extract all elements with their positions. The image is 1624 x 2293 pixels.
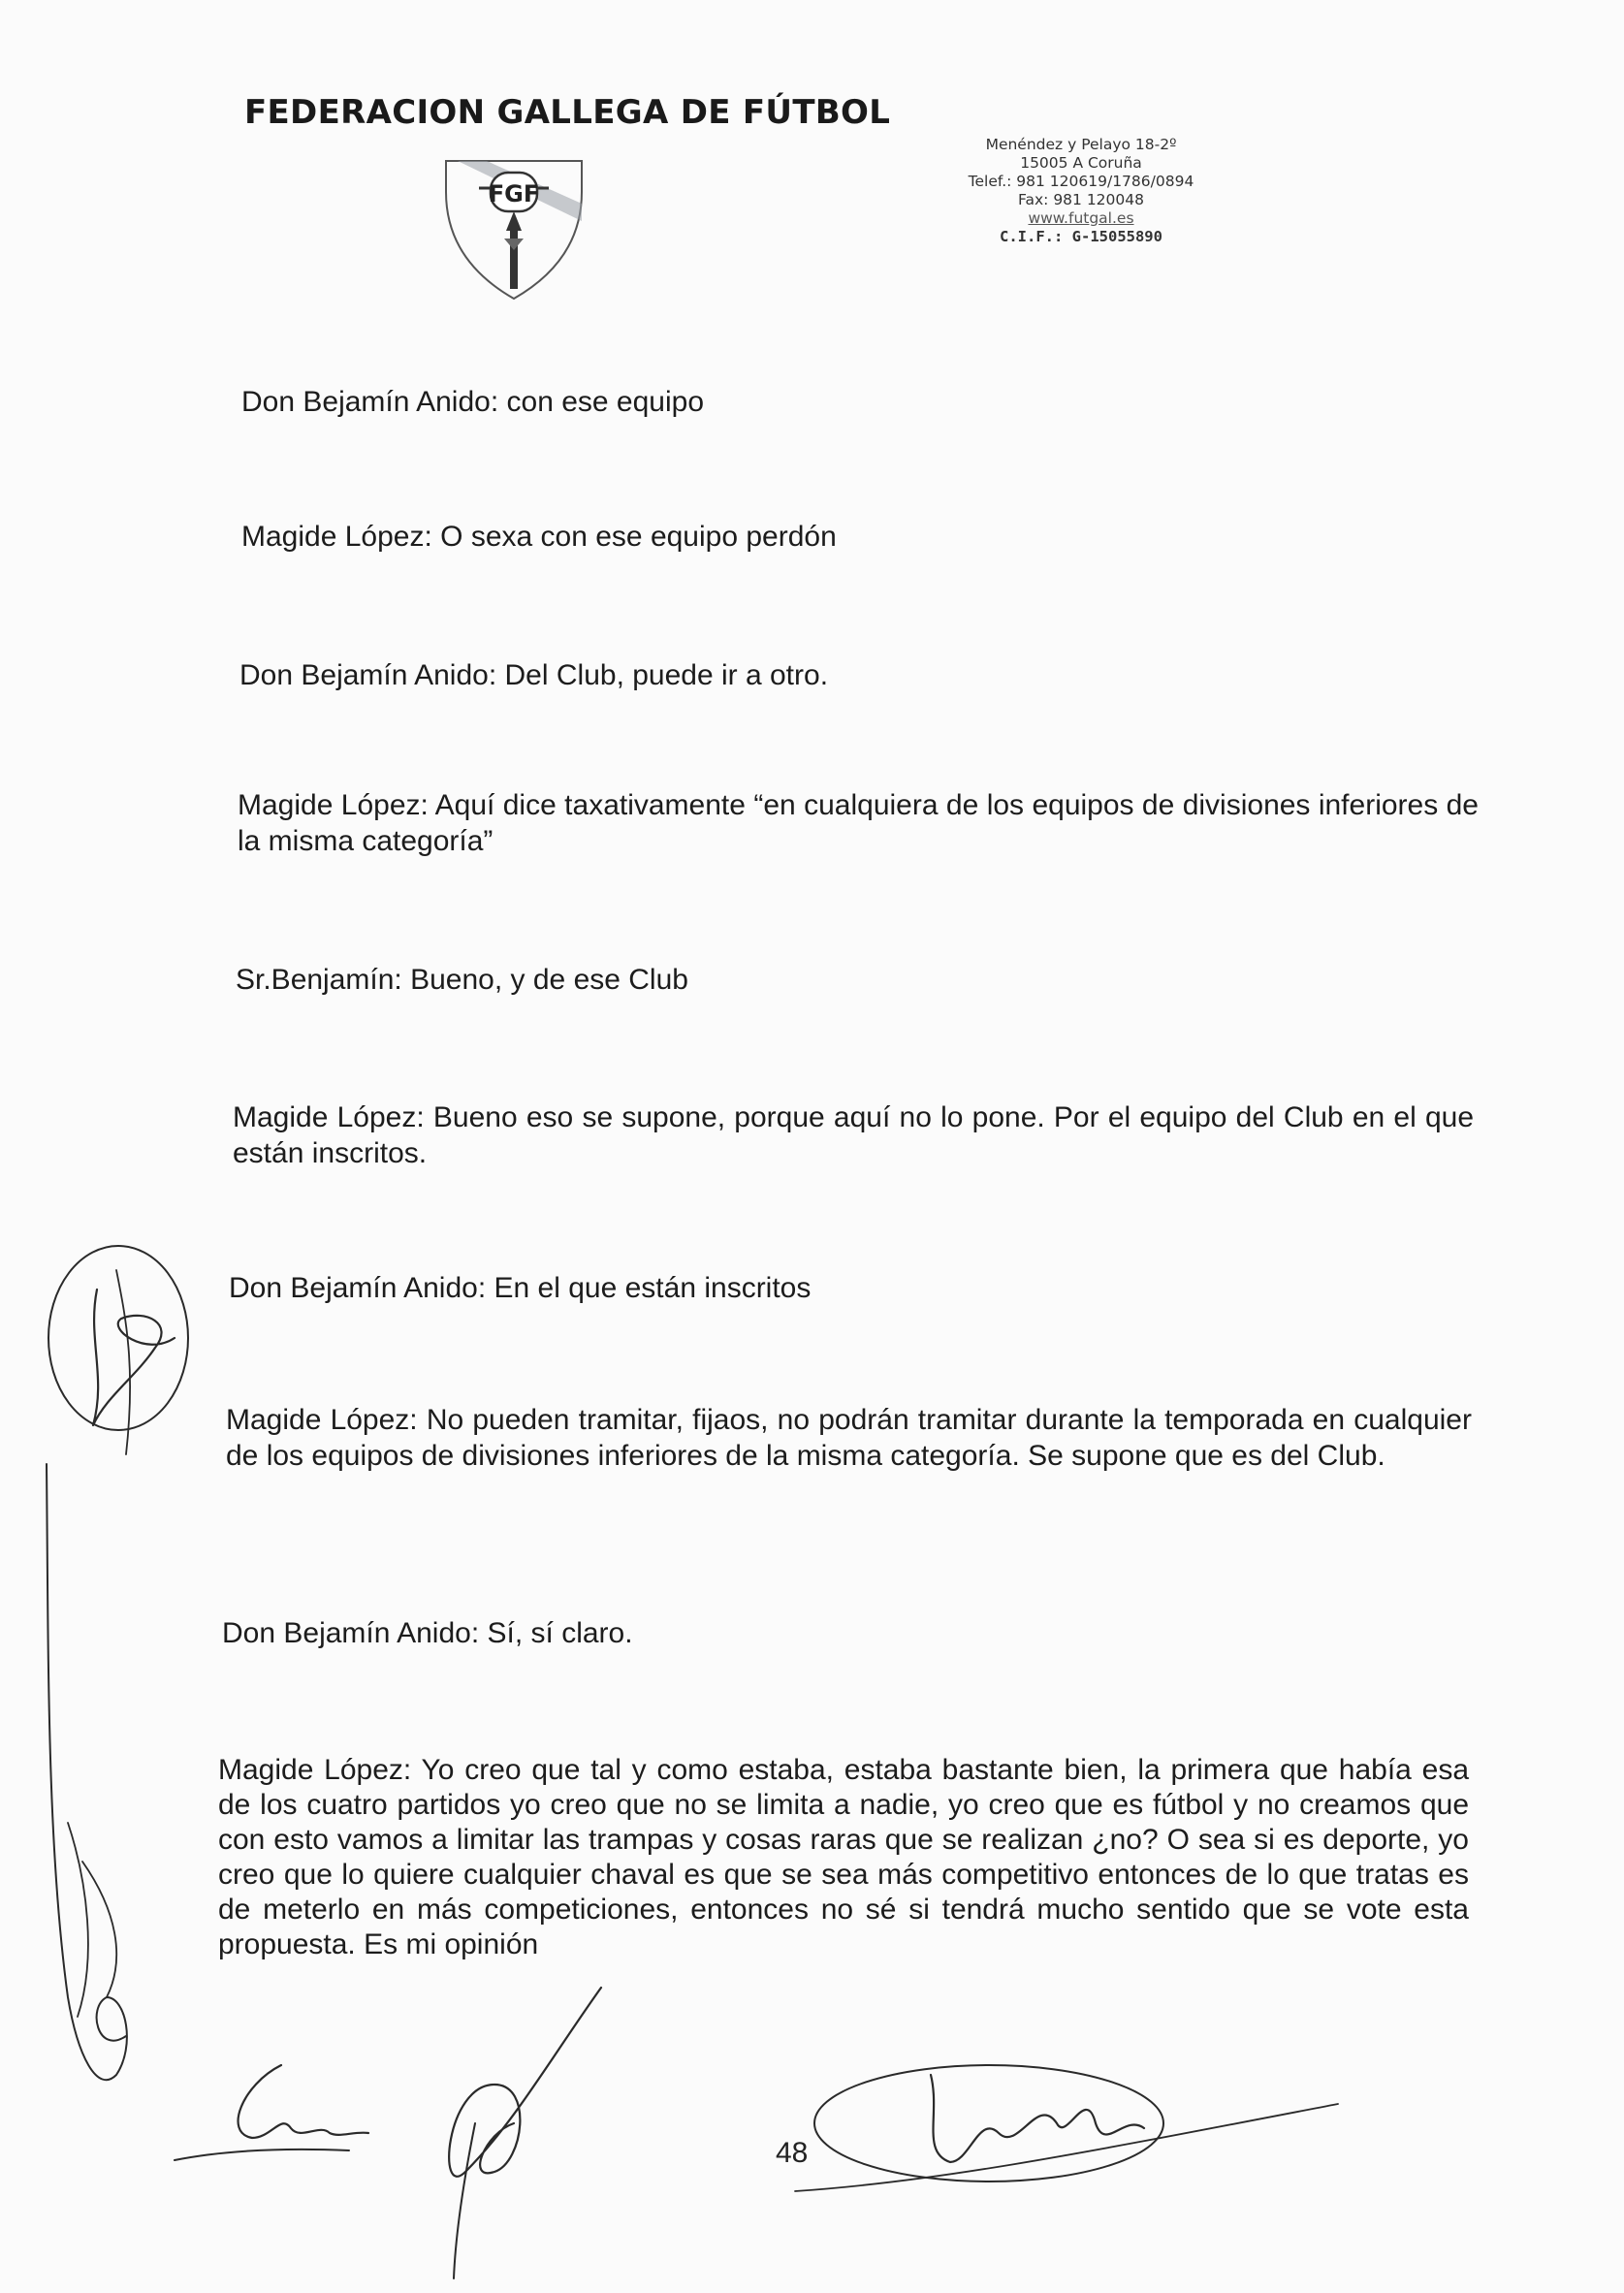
speech-text: Sí, sí claro. xyxy=(487,1617,633,1649)
dialogue-entry xyxy=(222,1615,998,1651)
signature-bottom-left xyxy=(165,2046,378,2172)
website-link[interactable]: www.futgal.es xyxy=(1028,209,1134,227)
dialogue-entry xyxy=(233,1099,1474,1171)
speech-text: con ese equipo xyxy=(506,386,705,418)
speech-text: Bueno, y de ese Club xyxy=(410,964,688,996)
speech-text: Yo creo que tal y como estaba, estaba bastante bien, la primera que había esa de los cuatro partidos yo creo que no se limita a nadie, yo creo que es fútbol y no creamos que con esto vamos a limitar las trampas y cosas raras que se realizan ¿no? O sea si es deporte, yo creo que lo quiere cualquier chaval es que se sea más competitivo entonces de lo que tratas es de meterlo en más competiciones, entonces no sé si tendrá mucho sentido que se vote esta propuesta. Es mi opinión xyxy=(218,1754,1469,1960)
signature-margin-top xyxy=(29,1231,204,1474)
dialogue-entry xyxy=(241,384,1017,420)
speech-text: O sexa con ese equipo perdón xyxy=(440,521,837,553)
speaker-name: Magide López: xyxy=(241,521,432,553)
speaker-name: Sr.Benjamín: xyxy=(236,964,402,996)
speech-text: Aquí dice taxativamente “en cualquiera de los equipos de divisiones inferiores de la misma categoría” xyxy=(238,789,1479,857)
speaker-name: Don Bejamín Anido: xyxy=(241,386,499,418)
dialogue-entry xyxy=(229,1270,1004,1306)
speech-text: No pueden tramitar, fijaos, no podrán tramitar durante la temporada en cualquier de los equipos de divisiones inferiores de la misma categoría. Se supone que es del Club. xyxy=(226,1404,1472,1472)
federation-logo xyxy=(436,153,591,308)
signature-margin-long xyxy=(39,1454,165,2114)
fax-line: Fax: 981 120048 xyxy=(1018,191,1144,208)
address-line: Menéndez y Pelayo 18-2º xyxy=(985,136,1177,153)
dialogue-entry xyxy=(226,1402,1472,1474)
speaker-name: Don Bejamín Anido: xyxy=(229,1272,487,1304)
signature-bottom-center xyxy=(407,1978,630,2288)
speaker-name: Magide López: xyxy=(233,1101,425,1133)
dialogue-entry xyxy=(236,962,1011,998)
postal-line: 15005 A Coruña xyxy=(1020,154,1142,172)
page-number: 48 xyxy=(776,2137,809,2169)
dialogue-entry xyxy=(238,787,1479,859)
speech-text: En el que están inscritos xyxy=(494,1272,812,1304)
organization-name: FEDERACION GALLEGA DE FÚTBOL xyxy=(244,93,891,132)
speaker-name: Don Bejamín Anido: xyxy=(222,1617,480,1649)
speaker-name: Magide López: xyxy=(226,1404,418,1436)
cif-line: C.I.F.: G-15055890 xyxy=(1000,228,1162,245)
speaker-name: Don Bejamín Anido: xyxy=(239,659,497,691)
logo-text: FGF xyxy=(488,180,540,207)
dialogue-entry xyxy=(218,1753,1469,1962)
speech-text: Bueno eso se supone, porque aquí no lo pone. Por el equipo del Club en el que están inscritos. xyxy=(233,1101,1475,1169)
dialogue-entry xyxy=(241,519,1017,555)
contact-block xyxy=(921,136,1241,246)
speech-text: Del Club, puede ir a otro. xyxy=(504,659,829,691)
speaker-name: Magide López: xyxy=(218,1754,412,1786)
signature-bottom-right xyxy=(795,2036,1338,2230)
phone-line: Telef.: 981 120619/1786/0894 xyxy=(968,173,1194,190)
speaker-name: Magide López: xyxy=(238,789,429,821)
dialogue-entry xyxy=(239,657,1015,693)
